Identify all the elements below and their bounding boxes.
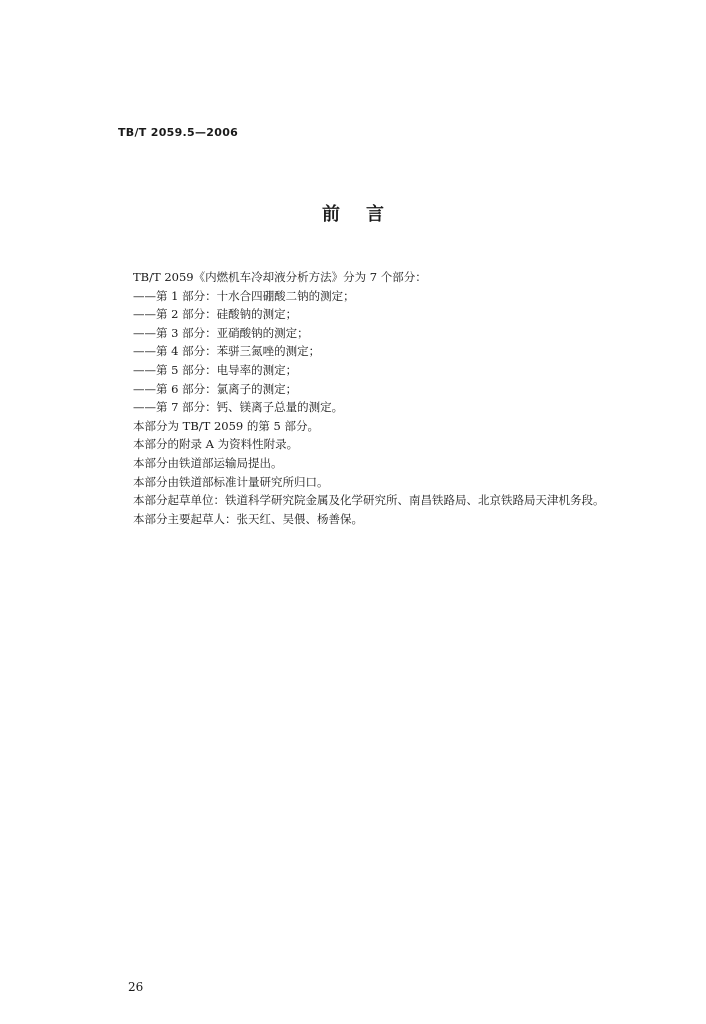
- part-item: ——第 7 部分：钙、镁离子总量的测定。: [133, 400, 344, 415]
- statement-line: 本部分由铁道部运输局提出。: [133, 455, 283, 470]
- intro-line: TB/T 2059《内燃机车冷却液分析方法》分为 7 个部分：: [133, 270, 427, 284]
- page-number: 26: [128, 980, 144, 994]
- part-item: ——第 3 部分：亚硝酸钠的测定；: [133, 325, 309, 340]
- part-item: ——第 4 部分：苯骈三氮唑的测定；: [133, 344, 321, 359]
- statement-line: 本部分起草单位：铁道科学研究院金属及化学研究所、南昌铁路局、北京铁路局天津机务段。: [133, 493, 605, 508]
- statement-line: 本部分为 TB/T 2059 的第 5 部分。: [133, 418, 320, 433]
- standard-code-header: TB/T 2059.5—2006: [118, 126, 239, 139]
- statement-line: 本部分主要起草人：张天红、吴偎、杨善保。: [133, 511, 363, 526]
- statement-line: 本部分由铁道部标准计量研究所归口。: [133, 474, 329, 489]
- foreword-body: [133, 268, 653, 528]
- part-item: ——第 6 部分：氯离子的测定；: [133, 381, 298, 396]
- part-item: ——第 2 部分：硅酸钠的测定；: [133, 307, 298, 322]
- part-item: ——第 5 部分：电导率的测定；: [133, 362, 298, 377]
- part-item: ——第 1 部分：十水合四硼酸二钠的测定；: [133, 288, 355, 303]
- page-title: 前言: [322, 204, 410, 225]
- statement-line: 本部分的附录 A 为资料性附录。: [133, 437, 299, 452]
